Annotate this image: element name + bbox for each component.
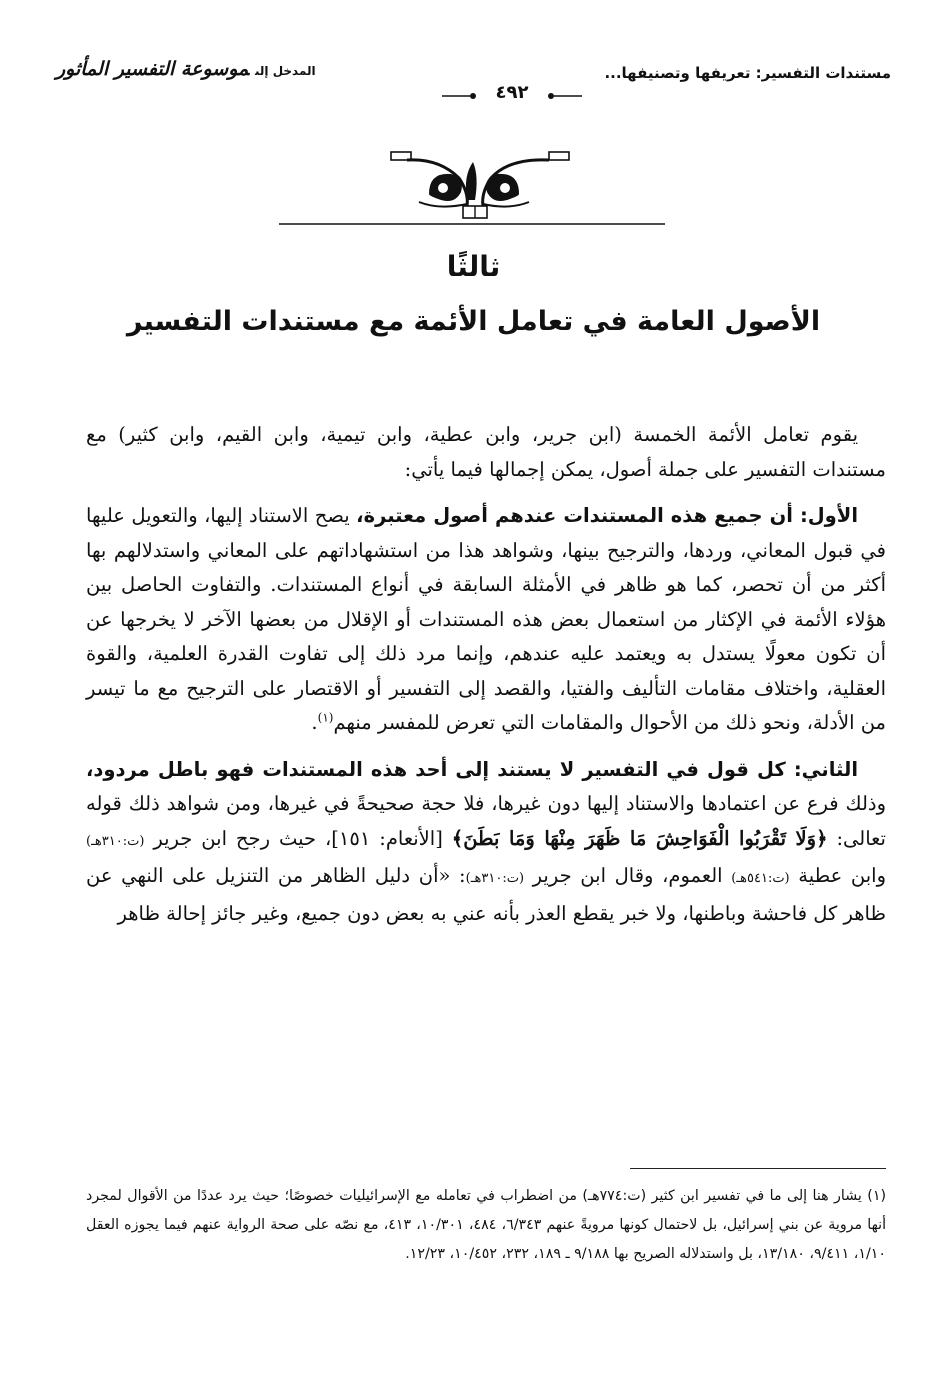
series-title: موسوعة التفسير المأثور — [56, 58, 249, 80]
second-principle-text-4: العموم، وقال ابن جرير — [524, 864, 732, 887]
series-prefix: المدخل إلى — [255, 64, 316, 78]
second-principle-lead: الثاني: كل قول في التفسير لا يستند إلى أحد هذه المستندات فهو باطل مردود، — [86, 757, 858, 781]
second-principle-text-1: وذلك فرع عن اعتمادها والاستناد إليها دون غيرها، فلا حجة صحيحةً في غيرها، ومن شواهد ذلك قوله تعالى: — [86, 792, 886, 850]
section-number: ثالثًا — [446, 250, 501, 283]
body-text — [86, 418, 886, 931]
death-date-1: (ت:٣١٠هـ) — [86, 833, 145, 849]
first-principle-end: . — [311, 711, 318, 734]
section-title: الأصول العامة في تعامل الأئمة مع مستندات التفسير — [126, 306, 821, 337]
second-principle-text-5: : «أن دليل الظاهر من التنزيل على النهي عن ظاهر كل فاحشة وباطنها، ولا خبر يقطع العذر بأنه عني به بعض دون جميع، وغير جائز إحالة ظاهر — [86, 864, 886, 925]
flourish-right-icon — [546, 92, 582, 100]
chapter-title: مستندات التفسير: تعريفها وتصنيفها... — [604, 64, 891, 82]
first-principle-lead: الأول: أن جميع هذه المستندات عندهم أصول معتبرة، — [356, 504, 858, 527]
footnote: (١) يشار هنا إلى ما في تفسير ابن كثير (ت:٧٧٤هـ) من اضطراب في تعامله مع الإسرائيليات خصوصًا؛ حيث يرد عددًا من الأقوال لمجرد أنها مروية عن بني إسرائيل، بل لاحتمال كونها مرويةً عنهم ٦/٣٤٣، ٤٨٤، ١٠/٣٠١، ٤١٣، مع نصّه على صحة الرواية عنهم فيما يجوزه العقل ١/١٠، ٩/٤١١، ١٣/١٨٠، بل واستدلاله الصريح بها ٩/١٨٨ ـ ١٨٩، ٢٣٢، ١٠/٤٥٢، ١٢/٢٣. — [86, 1188, 887, 1262]
paragraph-first-principle — [86, 499, 886, 741]
quran-verse: ﴿وَلَا تَقْرَبُوا الْفَوَاحِشَ مَا ظَهَرَ مِنْهَا وَمَا بَطَنَ﴾ — [451, 826, 828, 850]
page-number: ٤٩٢ — [495, 82, 529, 103]
series-title-block — [56, 58, 316, 80]
running-header — [56, 58, 891, 108]
death-date-2: (ت:٥٤١هـ) — [731, 871, 790, 886]
second-principle-text-2: [الأنعام: ١٥١]، حيث رجح ابن جرير — [144, 826, 452, 850]
death-date-3: (ت:٣١٠هـ) — [465, 871, 525, 886]
second-principle-text-3: وابن عطية — [789, 864, 886, 887]
ornament-icon — [279, 148, 665, 240]
paragraph-intro: يقوم تعامل الأئمة الخمسة (ابن جرير، وابن عطية، وابن تيمية، وابن القيم، وابن كثير) مع مستندات التفسير على جملة أصول، يمكن إجمالها فيما يأتي: — [86, 423, 886, 481]
page-number-area — [442, 82, 582, 108]
footnote-marker[interactable]: (١) — [317, 710, 334, 725]
paragraph-second-principle — [86, 753, 886, 932]
first-principle-text: يصح الاستناد إليها، والتعويل عليها في قبول المعاني، وردها، والترجيح بينها، وشواهد هذا من استشهاداتهم على المعاني واستدلالهم بها أكثر من أن تحصر، كما هو ظاهر في الأمثلة السابقة في أنواع المستندات. والتفاوت الحاصل بين هؤلاء الأئمة في الإكثار من استعمال بعض هذه المستندات أو الإقلال من بعضها الآخر لا يخرجها عن أن تكون معولًا يستدل به ويعتمد عليه عندهم، وإنما مرد ذلك إلى تفاوت القدرة العلمية، والقوة العقلية، واختلاف مقامات التأليف والفتيا، والقصد إلى التفسير أو الاقتصار على الترجيح مع ما تيسر من الأدلة، ونحو ذلك من الأحوال والمقامات التي تعرض للمفسر منهم — [86, 504, 886, 734]
footnote-divider — [630, 1168, 886, 1169]
